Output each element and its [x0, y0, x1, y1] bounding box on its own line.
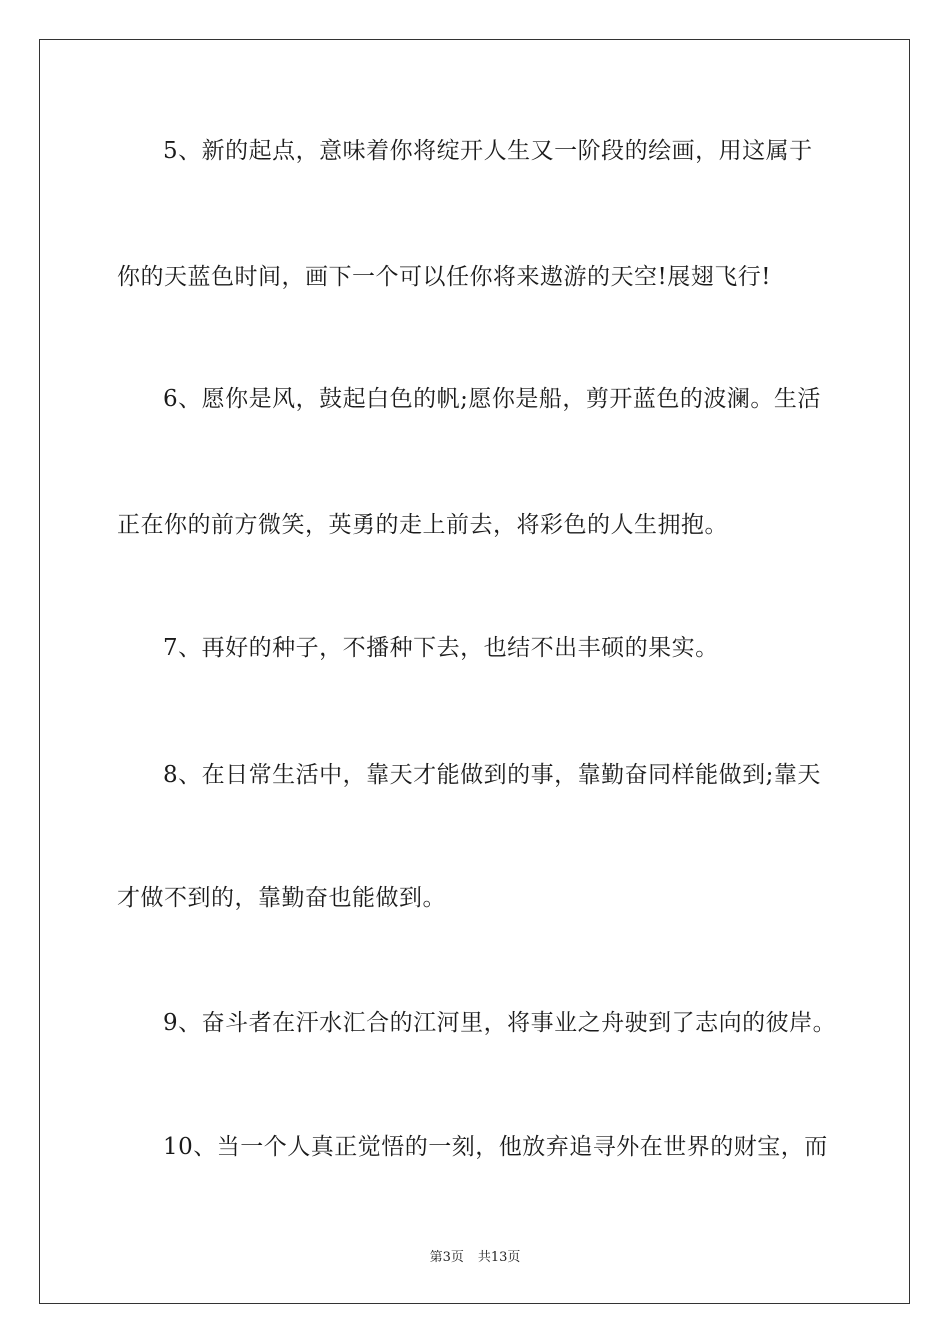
paragraph-5-line-2: 你的天蓝色时间，画下一个可以任你将来遨游的天空!展翅飞行! [117, 264, 771, 290]
paragraph-10-line-1: 10、当一个人真正觉悟的一刻，他放弃追寻外在世界的财宝，而 [163, 1134, 828, 1160]
paragraph-5-line-1: 5、新的起点，意味着你将绽开人生又一阶段的绘画，用这属于 [163, 138, 813, 164]
paragraph-8-line-1: 8、在日常生活中，靠天才能做到的事，靠勤奋同样能做到;靠天 [163, 762, 821, 788]
paragraph-9-line-1: 9、奋斗者在汗水汇合的江河里，将事业之舟驶到了志向的彼岸。 [163, 1010, 837, 1036]
paragraph-7-line-1: 7、再好的种子，不播种下去，也结不出丰硕的果实。 [163, 635, 719, 661]
paragraph-8-line-2: 才做不到的，靠勤奋也能做到。 [117, 885, 446, 911]
paragraph-6-line-1: 6、愿你是风，鼓起白色的帆;愿你是船，剪开蓝色的波澜。生活 [163, 386, 821, 412]
page-border [39, 39, 910, 1304]
paragraph-6-line-2: 正在你的前方微笑，英勇的走上前去，将彩色的人生拥抱。 [117, 512, 728, 538]
page-footer [0, 1246, 950, 1265]
page-total: 共13页 [477, 1250, 521, 1265]
page-number: 第3页 [429, 1250, 464, 1265]
